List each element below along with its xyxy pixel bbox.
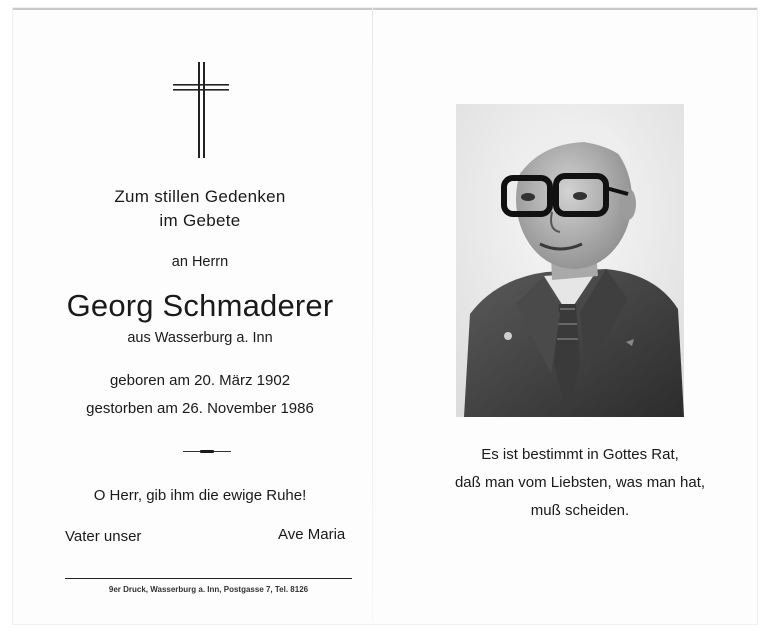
verse-line-3: muß scheiden. bbox=[530, 502, 630, 519]
prayer-right: Ave Maria bbox=[278, 526, 346, 543]
heading-line-1: Zum stillen Gedenken bbox=[114, 187, 286, 206]
deceased-name: Georg Schmaderer bbox=[66, 288, 334, 323]
ornament-divider bbox=[183, 449, 231, 455]
salutation: an Herrn bbox=[171, 254, 229, 270]
footer-rule bbox=[65, 578, 352, 579]
prayer-line: O Herr, gib ihm die ewige Ruhe! bbox=[93, 487, 307, 504]
birth-date: geboren am 20. März 1902 bbox=[109, 372, 291, 389]
printer-imprint: 9er Druck, Wasserburg a. Inn, Postgasse 7, Tel. 8126 bbox=[108, 585, 309, 594]
verse-line-1: Es ist bestimmt in Gottes Rat, bbox=[481, 446, 679, 463]
cross-icon bbox=[173, 62, 229, 158]
card-fold bbox=[372, 8, 373, 622]
portrait-icon bbox=[456, 104, 684, 417]
portrait-photo bbox=[456, 104, 684, 417]
prayer-left: Vater unser bbox=[65, 528, 142, 545]
origin: aus Wasserburg a. Inn bbox=[127, 330, 273, 346]
verse-line-2: daß man vom Liebsten, was man hat, bbox=[454, 474, 706, 491]
heading-line-2: im Gebete bbox=[159, 211, 241, 230]
death-date: gestorben am 26. November 1986 bbox=[86, 400, 314, 417]
